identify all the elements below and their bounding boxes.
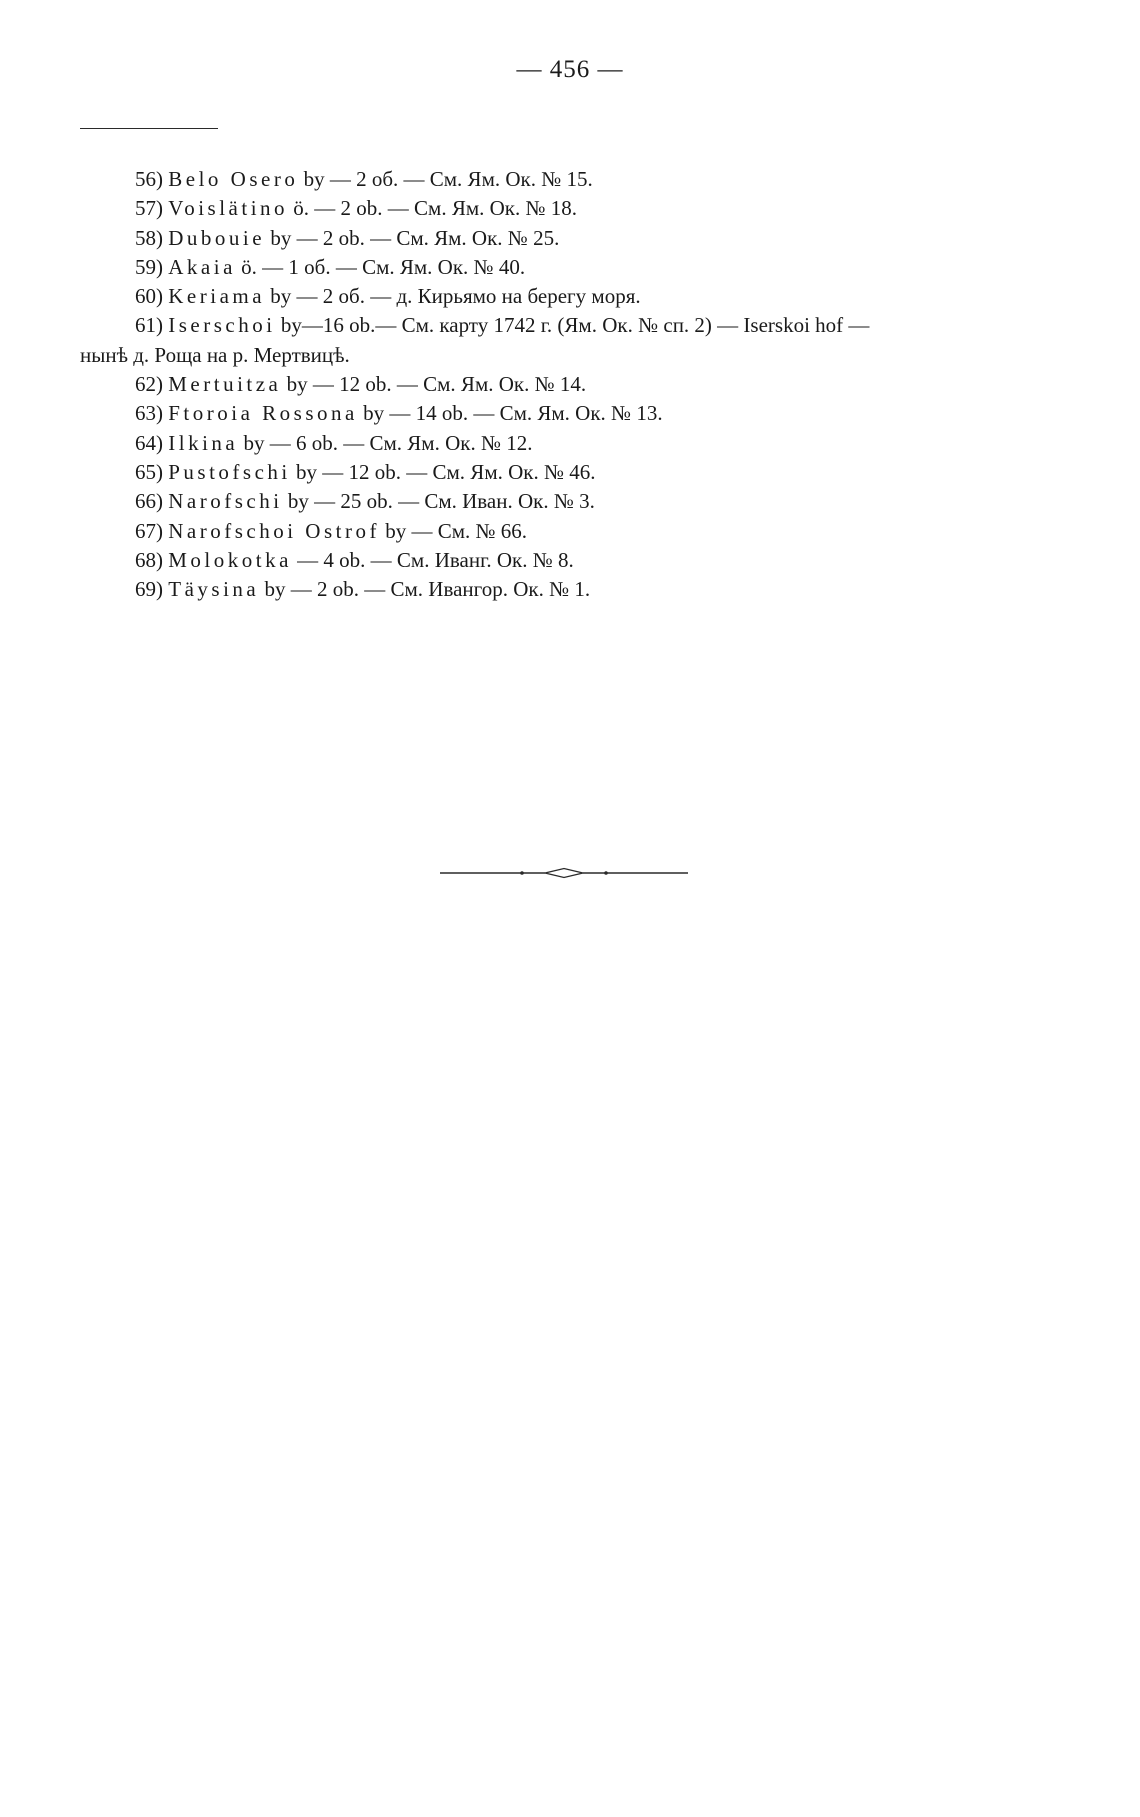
list-item	[80, 399, 1060, 428]
entry-list	[80, 165, 1060, 604]
list-item	[80, 165, 1060, 194]
page-number: — 456 —	[516, 56, 624, 83]
entry-text: by — 25 ob. — См. Иван. Ок. № 3.	[282, 489, 595, 514]
header-rule	[80, 128, 218, 129]
entry-text: by — 2 об. — д. Кирьямо на берегу моря.	[265, 284, 641, 309]
list-item	[80, 253, 1060, 282]
list-item-continuation	[80, 341, 1060, 370]
list-item	[80, 282, 1060, 311]
entry-number: 68)	[135, 547, 163, 572]
place-name: Narofschi	[168, 489, 283, 514]
entry-text: by — 12 ob. — См. Ям. Ок. № 14.	[281, 372, 587, 397]
list-item	[80, 517, 1060, 546]
entry-number: 60)	[135, 284, 163, 309]
list-item	[80, 487, 1060, 516]
entry-number: 67)	[135, 518, 163, 543]
place-name: Täysina	[168, 577, 260, 602]
entry-number: 61)	[135, 313, 163, 338]
list-item	[80, 458, 1060, 487]
place-name: Voislätino	[168, 196, 289, 221]
entry-text: by — 12 ob. — См. Ям. Ок. № 46.	[290, 459, 596, 484]
entry-number: 64)	[135, 430, 163, 455]
entry-number: 56)	[135, 167, 163, 191]
list-item	[80, 429, 1060, 458]
place-name: Mertuitza	[168, 372, 282, 397]
list-item	[80, 224, 1060, 253]
entry-text: ö. — 1 об. — См. Ям. Ок. № 40.	[235, 254, 526, 279]
entry-text: by—16 ob.— См. карту 1742 г. (Ям. Ок. № сп. 2) — Iserskoi hof —	[275, 313, 870, 338]
place-name: Pustofschi	[168, 459, 291, 484]
entry-number: 65)	[135, 459, 163, 484]
entry-number: 59)	[135, 254, 163, 279]
place-name: Iserschoi	[168, 313, 276, 338]
entry-text: нынѣ д. Роща на р. Мертвицѣ.	[80, 342, 350, 367]
list-item	[80, 194, 1060, 223]
entry-number: 62)	[135, 372, 163, 397]
entry-text: by — 6 ob. — См. Ям. Ок. № 12.	[238, 430, 533, 455]
list-item	[80, 546, 1060, 575]
place-name: Ilkina	[168, 430, 239, 455]
place-name: Belo Osero	[168, 167, 299, 191]
place-name: Keriama	[168, 284, 266, 309]
list-item	[80, 370, 1060, 399]
place-name: Dubouie	[168, 225, 266, 250]
entry-text: by — 2 ob. — См. Ивангор. Ок. № 1.	[259, 577, 591, 602]
entry-number: 63)	[135, 401, 163, 426]
entry-text: — 4 ob. — См. Иванг. Ок. № 8.	[291, 547, 574, 572]
entry-number: 69)	[135, 577, 163, 602]
place-name: Akaia	[168, 254, 236, 279]
entry-number: 66)	[135, 489, 163, 514]
entry-text: by — См. № 66.	[379, 518, 528, 543]
entry-text: by — 2 об. — См. Ям. Ок. № 15.	[298, 167, 593, 191]
entry-text: by — 14 ob. — См. Ям. Ок. № 13.	[357, 401, 663, 426]
entry-text: ö. — 2 ob. — См. Ям. Ок. № 18.	[288, 196, 578, 221]
place-name: Narofschoi Ostrof	[168, 518, 380, 543]
place-name: Ftoroia Rossona	[168, 401, 358, 426]
entry-number: 58)	[135, 225, 163, 250]
ornamental-divider	[440, 866, 688, 880]
place-name: Molokotka	[168, 547, 292, 572]
entry-number: 57)	[135, 196, 163, 221]
list-item	[80, 575, 1060, 604]
list-item	[80, 311, 1060, 340]
entry-text: by — 2 ob. — См. Ям. Ок. № 25.	[265, 225, 560, 250]
